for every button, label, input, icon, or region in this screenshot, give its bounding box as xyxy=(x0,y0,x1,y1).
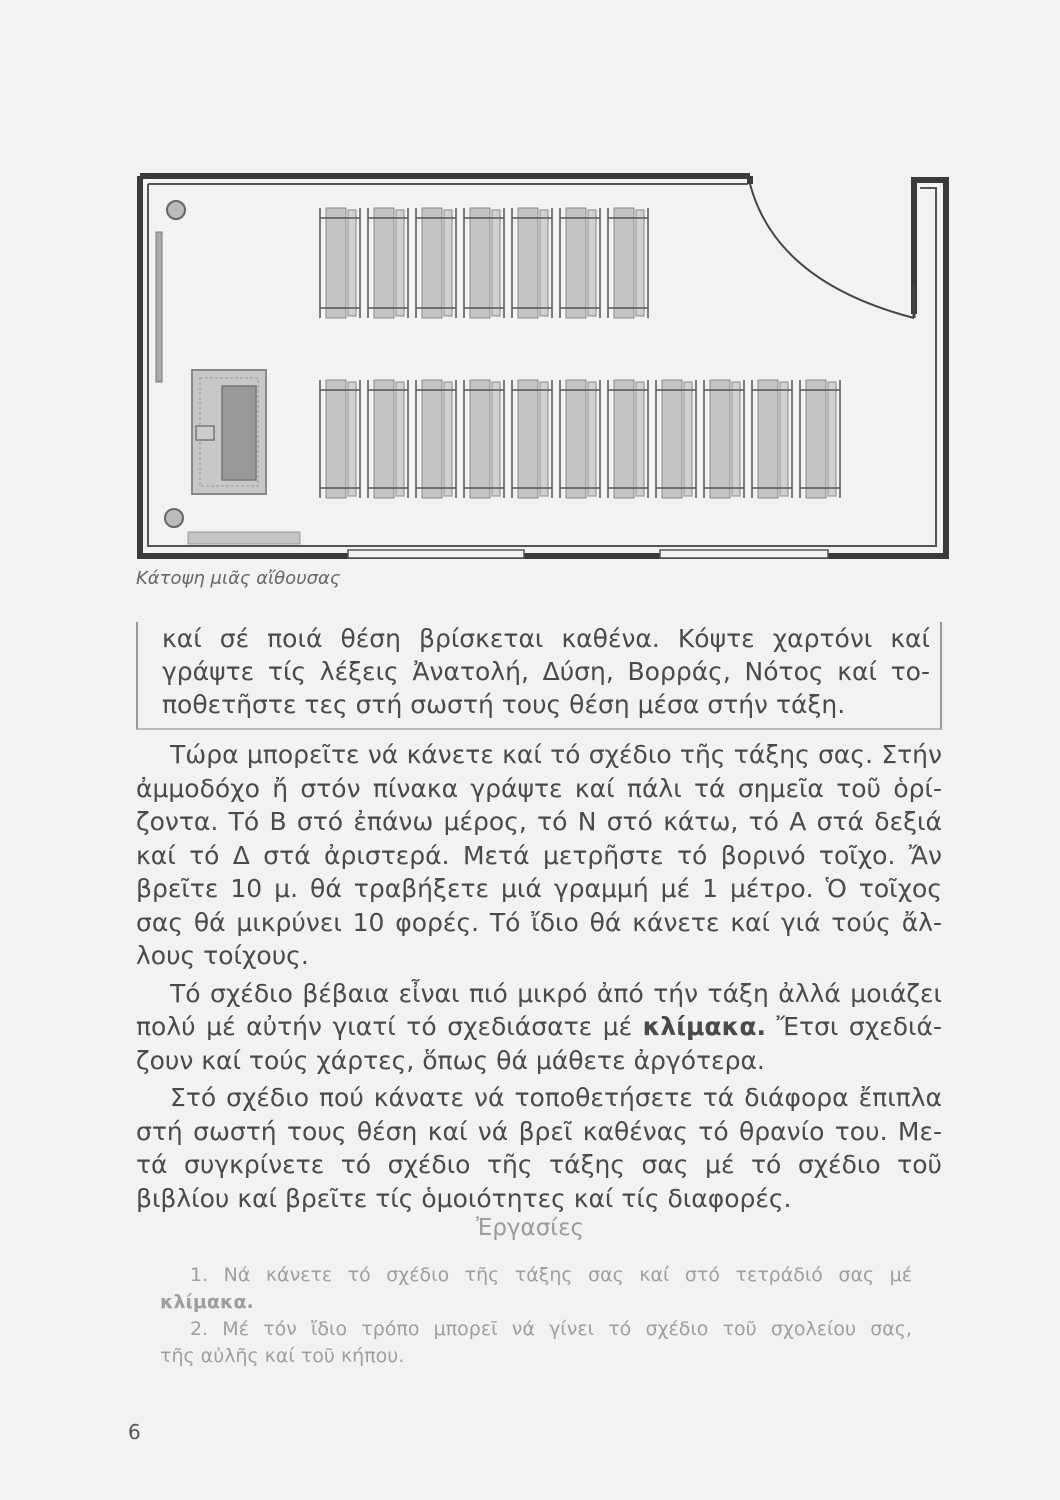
student-desk xyxy=(416,208,456,318)
task-1-line: 1. Νά κάνετε τό σχέδιο τῆς τάξης σας καί στό τετράδιό σας μέ xyxy=(190,1264,912,1286)
student-desk xyxy=(320,380,360,498)
student-desk xyxy=(464,208,504,318)
student-desk xyxy=(512,380,552,498)
text-line: Τό σχέδιο βέβαια εἶναι πιό μικρό ἀπό τήν τάξη ἀλλά μοιάζει xyxy=(170,978,942,1008)
text-line: βιβλίου καί βρεῖτε τίς ὁμοιότητες καί τίς διαφορές. xyxy=(136,1183,792,1213)
text-line: Στό σχέδιο πού κάνατε νά τοποθετήσετε τά διάφορα ἔπιπλα xyxy=(170,1083,942,1112)
boxed-line: γράψτε τίς λέξεις Ἀνατολή, Δύση, Βορράς, Νότος καί το- xyxy=(162,657,930,686)
text-line: ἀμμοδόχο ἤ στόν πίνακα γράψτε καί πάλι τά σημεῖα τοῦ ὁρί- xyxy=(136,773,942,803)
text-line: ζοντα. Τό Β στό ἐπάνω μέρος, τό Ν στό κάτω, τό Α στά δεξιά xyxy=(136,807,942,836)
tasks-list xyxy=(160,1262,912,1370)
student-desk xyxy=(416,380,456,498)
task-2-line: τῆς αὐλῆς καί τοῦ κήπου. xyxy=(160,1345,405,1367)
text-line xyxy=(136,1010,942,1044)
student-desk xyxy=(320,208,360,318)
text-line: βρεῖτε 10 μ. θά τραβήξετε μιά γραμμή μέ 1 μέτρο. Ὁ τοῖχος xyxy=(136,874,942,903)
text-span: Ἔτσι σχεδιά- xyxy=(766,1012,942,1041)
scale-term: κλίμακα. xyxy=(642,1012,766,1041)
student-desk xyxy=(560,380,600,498)
student-desk xyxy=(704,380,744,498)
student-desk xyxy=(368,380,408,498)
student-desk xyxy=(464,380,504,498)
blackboard-left xyxy=(156,232,162,382)
student-desk xyxy=(608,380,648,498)
text-line: σας θά μικρύνει 10 φορές. Τό ἴδιο θά κάνετε καί γιά τούς ἄλ- xyxy=(136,907,942,937)
student-desk xyxy=(512,208,552,318)
boxed-line: καί σέ ποιά θέση βρίσκεται καθένα. Κόψτε χαρτόνι καί xyxy=(162,624,930,653)
text-span: πολύ μέ αὐτήν γιατί τό σχεδιάσατε μέ xyxy=(136,1012,643,1041)
classroom-floor-plan xyxy=(136,172,954,564)
page-number: 6 xyxy=(128,1420,141,1444)
teacher-desk xyxy=(192,370,266,494)
student-desk xyxy=(656,380,696,498)
task-2-line: 2. Μέ τόν ἴδιο τρόπο μπορεῖ νά γίνει τό σχέδιο τοῦ σχολείου σας, xyxy=(190,1318,912,1340)
student-desk xyxy=(608,208,648,318)
student-desk xyxy=(560,208,600,318)
student-desk xyxy=(800,380,840,498)
student-desk xyxy=(752,380,792,498)
main-text xyxy=(136,738,942,1219)
text-line: ζουν καί τούς χάρτες, ὅπως θά μάθετε ἀργότερα. xyxy=(136,1045,765,1075)
wall-lamp-top xyxy=(167,201,185,219)
figure-caption: Κάτοψη μιᾶς αἴθουσας xyxy=(136,568,341,589)
paragraph-1 xyxy=(136,738,942,973)
boxed-text xyxy=(136,622,942,730)
desks-bottom-row xyxy=(320,380,840,498)
text-line: στή σωστή τους θέση καί νά βρεῖ καθένας τό θρανίο του. Με- xyxy=(136,1116,942,1146)
wall-lamp-bottom xyxy=(165,509,183,527)
task-1-term: κλίμακα. xyxy=(160,1291,254,1313)
tasks-title: Ἐργασίες xyxy=(475,1215,584,1241)
text-line: Τώρα μπορεῖτε νά κάνετε καί τό σχέδιο τῆς τάξης σας. Στήν xyxy=(170,740,942,769)
paragraph-3 xyxy=(136,1081,942,1215)
cabinet-bottom xyxy=(188,532,300,544)
boxed-line: ποθετῆστε τες στή σωστή τους θέση μέσα στήν τάξη. xyxy=(162,690,846,719)
student-desk xyxy=(368,208,408,318)
text-line: καί τό Δ στά ἀριστερά. Μετά μετρῆστε τό βορινό τοῖχο. Ἄν xyxy=(136,840,942,870)
paragraph-2 xyxy=(136,977,942,1078)
text-line: τά συγκρίνετε τό σχέδιο τῆς τάξης σας μέ τό σχέδιο τοῦ xyxy=(136,1150,942,1179)
text-line: λους τοίχους. xyxy=(136,941,309,970)
